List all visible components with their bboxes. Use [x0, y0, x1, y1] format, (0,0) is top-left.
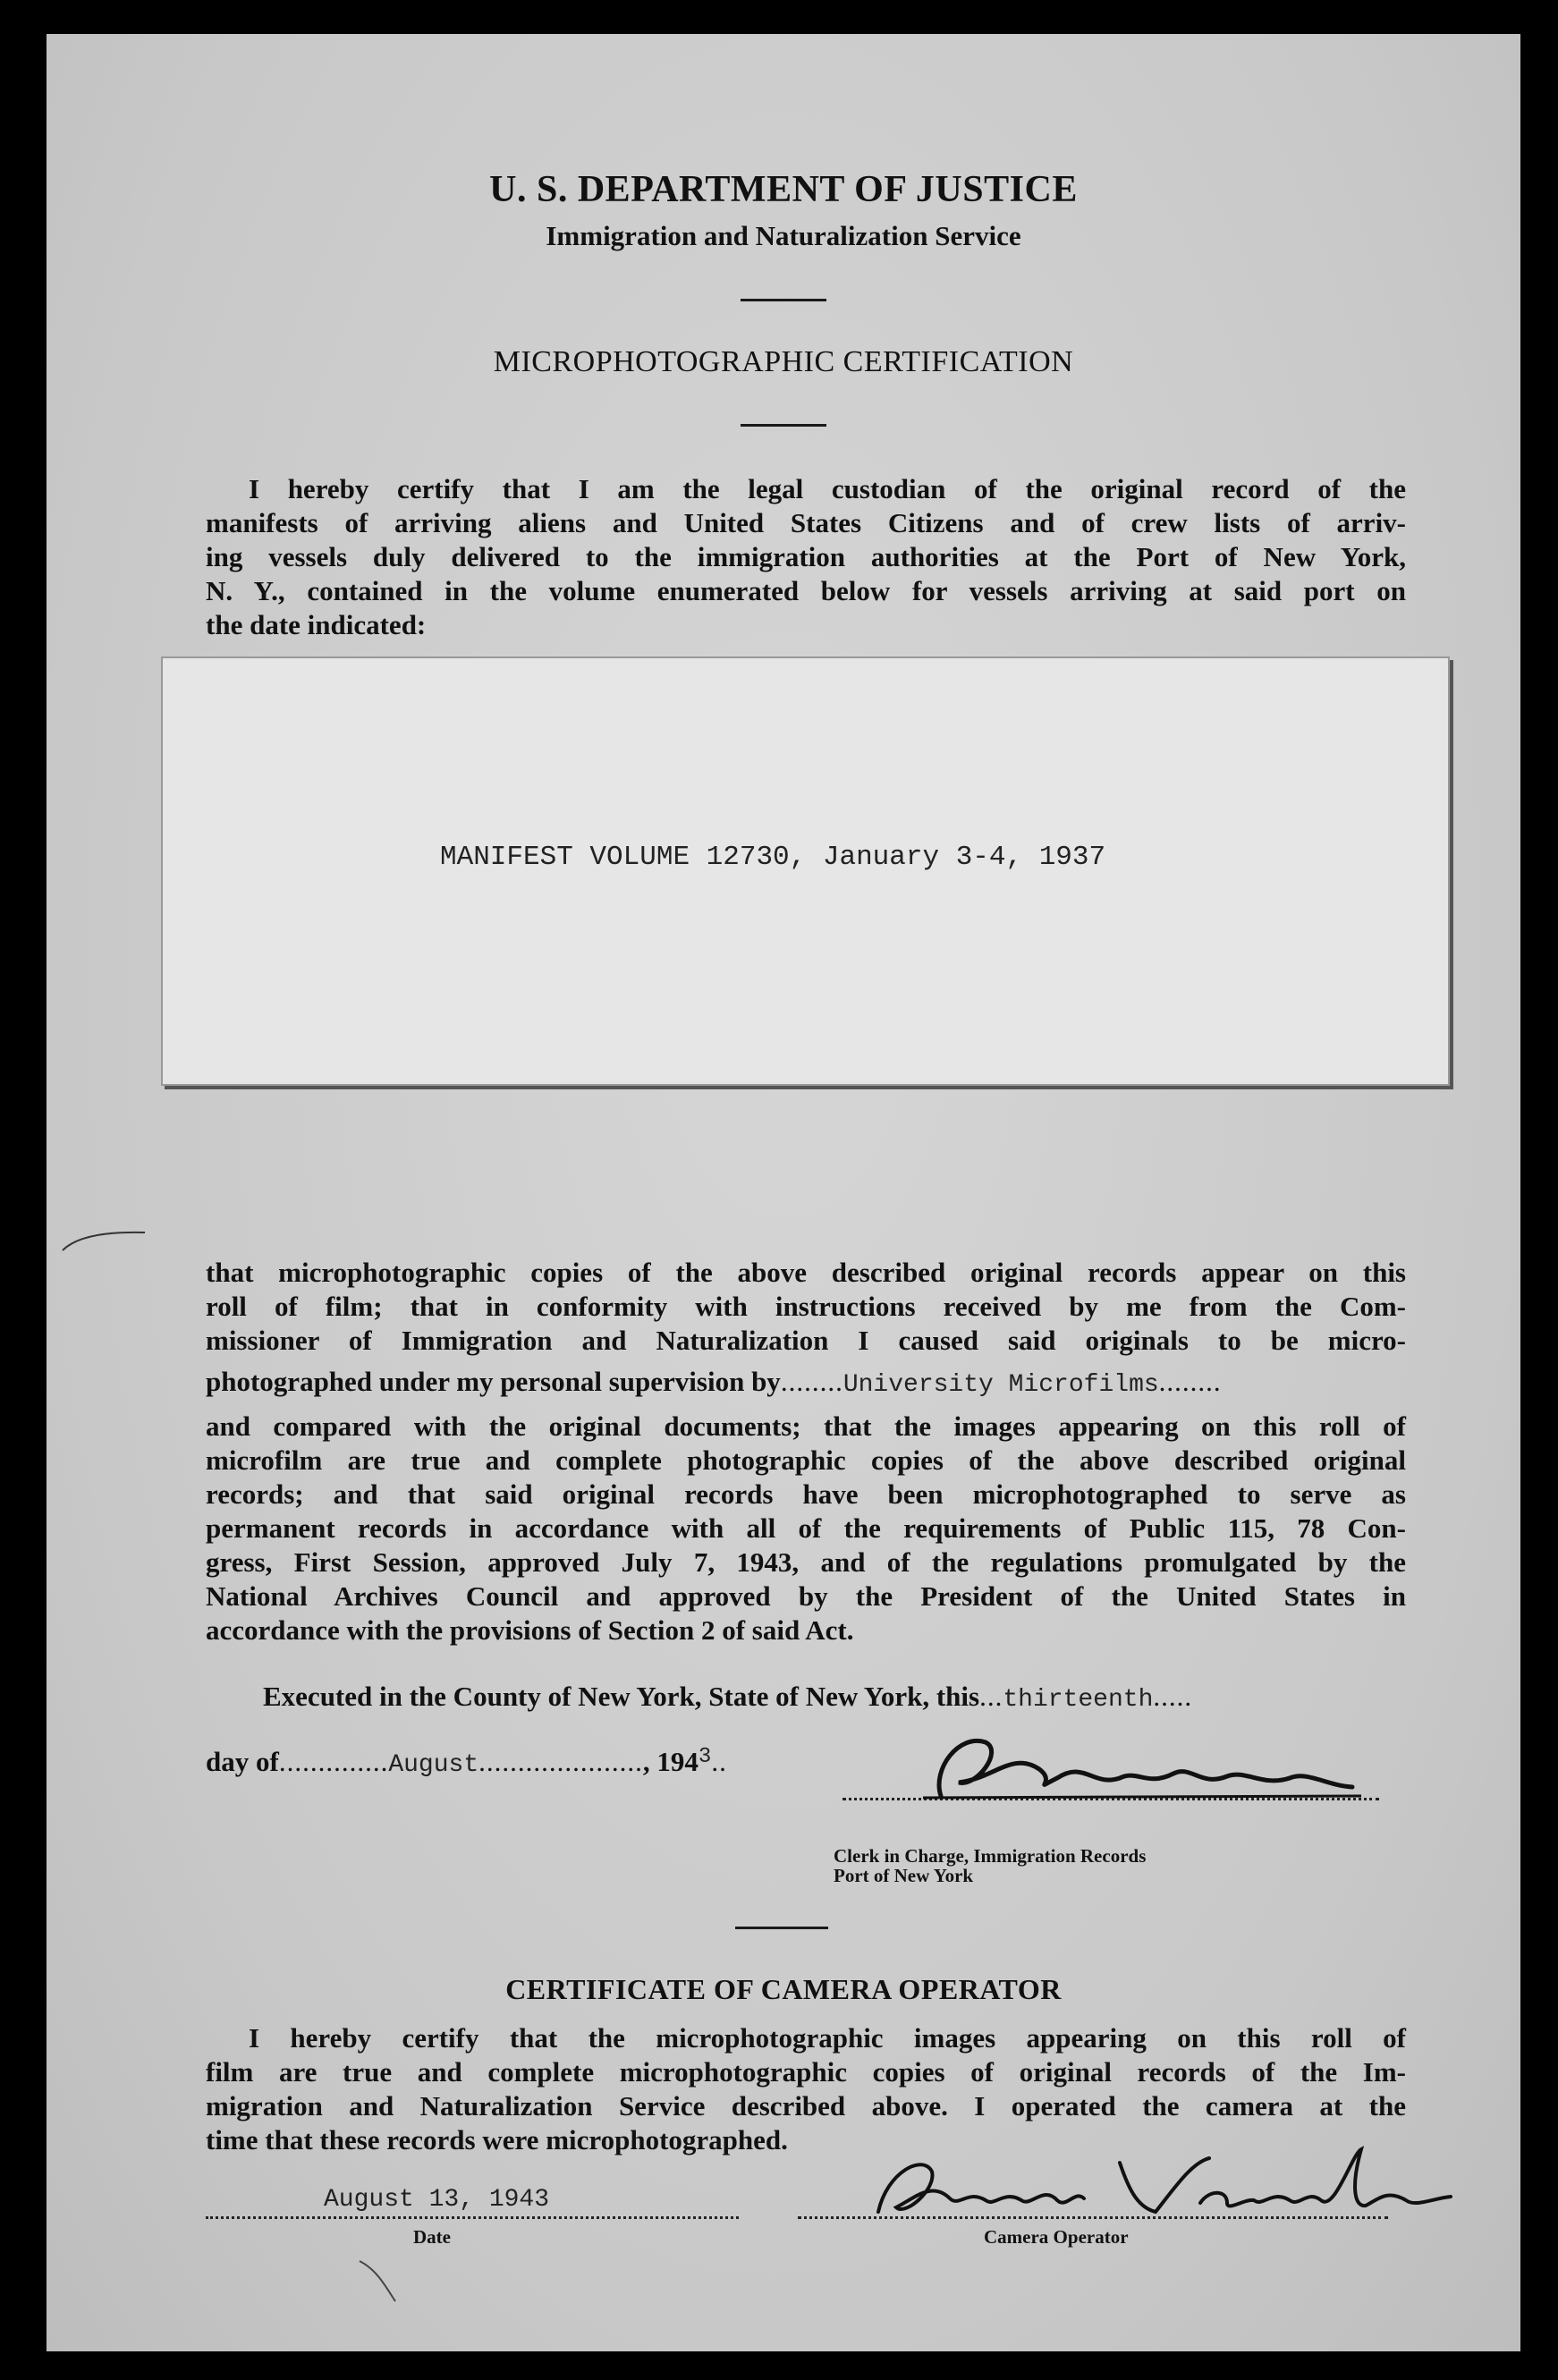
- manifest-volume-text: MANIFEST VOLUME 12730, January 3-4, 1937: [440, 842, 1106, 873]
- certification-title: MICROPHOTOGRAPHIC CERTIFICATION: [493, 345, 1074, 378]
- clerk-title-label: Clerk in Charge, Immigration Records: [834, 1845, 1147, 1867]
- body-line: roll of film; that in conformity with instructions received by me from the Com-: [206, 1291, 1406, 1322]
- film-edge-mark: [55, 1224, 154, 1259]
- operator-certificate-title: CERTIFICATE OF CAMERA OPERATOR: [505, 1973, 1062, 2005]
- month-value: August: [388, 1751, 479, 1779]
- operator-line: film are true and complete microphotographic copies of original records of the Im-: [206, 2056, 1406, 2088]
- operator-date-value: August 13, 1943: [324, 2186, 550, 2214]
- certificate-page: [47, 34, 1520, 2351]
- day-of-label: day of: [206, 1746, 279, 1777]
- intro-line: the date indicated:: [206, 609, 427, 640]
- camera-operator-label: Camera Operator: [984, 2226, 1129, 2248]
- intro-line: manifests of arriving aliens and United States Citizens and of crew lists of arriv-: [206, 507, 1406, 538]
- date-label: Date: [413, 2226, 451, 2248]
- service-subheading: Immigration and Naturalization Service: [546, 220, 1021, 251]
- camera-operator-signature: [851, 2136, 1460, 2234]
- executed-prefix: Executed in the County of New York, State of New York, this: [263, 1681, 980, 1712]
- body-line: National Archives Council and approved by the President of the United States in: [206, 1580, 1406, 1612]
- divider-rule: [741, 424, 826, 427]
- department-heading: U. S. DEPARTMENT OF JUSTICE: [489, 169, 1078, 210]
- volume-card: [161, 656, 1450, 1086]
- microfilm-company-value: University Microfilms: [843, 1371, 1159, 1399]
- executed-line: Executed in the County of New York, State of New York, this...thirteenth.....: [263, 1681, 1193, 1714]
- date-line: day of..............August....................., $194^3$..: [206, 1745, 727, 1779]
- year-prefix: , 194: [642, 1746, 699, 1777]
- intro-line: ing vessels duly delivered to the immigration authorities at the Port of New York,: [206, 541, 1406, 572]
- body-line-supervision: photographed under my personal supervision by........University Microfilms........: [206, 1366, 1222, 1399]
- body-paragraph: [206, 1256, 1406, 1647]
- body-line: permanent records in accordance with all of the requirements of Public 115, 78 Con-: [206, 1512, 1406, 1544]
- body-line: missioner of Immigration and Naturalization I caused said originals to be micro-: [206, 1325, 1406, 1356]
- body-line: gress, First Session, approved July 7, 1943, and of the regulations promulgated by the: [206, 1546, 1406, 1578]
- clerk-port-label: Port of New York: [834, 1865, 974, 1886]
- intro-line: I hereby certify that I am the legal custodian of the original record of the: [249, 473, 1406, 504]
- body-line: that microphotographic copies of the above described original records appear on this: [206, 1257, 1406, 1288]
- body-line: and compared with the original documents; that the images appearing on this roll of: [206, 1410, 1406, 1442]
- operator-line: I hereby certify that the microphotographic images appearing on this roll of: [249, 2022, 1406, 2054]
- operator-line: time that these records were microphotographed.: [206, 2124, 788, 2156]
- day-value: thirteenth: [1003, 1686, 1154, 1714]
- divider-rule: [735, 1927, 828, 1929]
- intro-paragraph: [206, 472, 1406, 642]
- body-line: microfilm are true and complete photographic copies of the above described original: [206, 1444, 1406, 1476]
- supervision-prefix: photographed under my personal supervision by: [206, 1366, 781, 1397]
- operator-line: migration and Naturalization Service described above. I operated the camera at the: [206, 2090, 1406, 2122]
- intro-line: N. Y., contained in the volume enumerated below for vessels arriving at said port on: [206, 575, 1406, 606]
- divider-rule: [741, 299, 826, 301]
- body-line: records; and that said original records have been microphotographed to serve as: [206, 1478, 1406, 1510]
- year-digit: 3: [698, 1745, 712, 1769]
- date-line-dotted: [206, 2216, 739, 2219]
- clerk-signature: [905, 1715, 1370, 1814]
- body-line: accordance with the provisions of Section 2 of said Act.: [206, 1614, 854, 1646]
- film-edge-mark: [351, 2252, 422, 2306]
